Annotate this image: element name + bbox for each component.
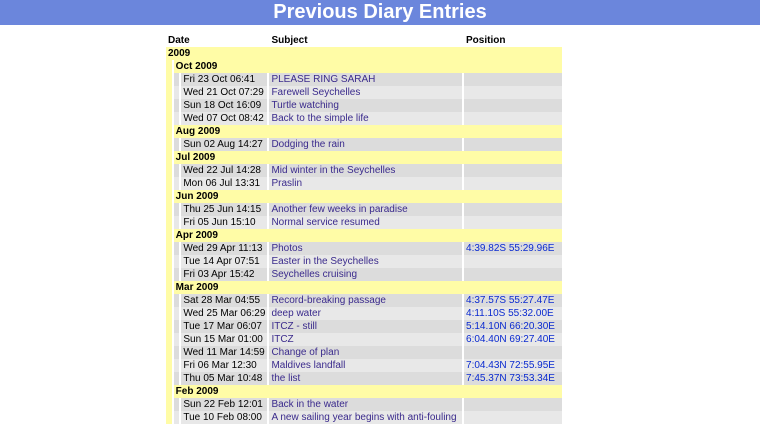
month-label: Feb 2009 xyxy=(174,385,562,398)
entry-position-link xyxy=(464,164,562,177)
entry-position-link[interactable]: 4:37.57S 55:27.47E xyxy=(464,294,562,307)
entry-subject-link[interactable]: Dodging the rain xyxy=(269,138,462,151)
entry-date: Tue 10 Feb 08:00 xyxy=(181,411,267,424)
table-row xyxy=(166,242,562,255)
table-row xyxy=(166,203,562,216)
row-indent xyxy=(166,86,172,99)
row-marker xyxy=(174,86,180,99)
entry-position-link[interactable]: 5:14.10N 66:20.30E xyxy=(464,320,562,333)
entry-subject-link[interactable]: Normal service resumed xyxy=(269,216,462,229)
entry-subject-link[interactable]: the list xyxy=(269,372,462,385)
row-marker xyxy=(174,320,180,333)
row-marker xyxy=(174,164,180,177)
row-marker xyxy=(174,73,180,86)
row-indent xyxy=(166,177,172,190)
entry-date: Wed 21 Oct 07:29 xyxy=(181,86,267,99)
entry-date: Thu 25 Jun 14:15 xyxy=(181,203,267,216)
entry-subject-link[interactable]: Back in the water xyxy=(269,398,462,411)
diary-body xyxy=(166,47,562,424)
month-indent xyxy=(166,281,172,294)
entry-subject-link[interactable]: A new sailing year begins with anti-fouling xyxy=(269,411,462,424)
table-row xyxy=(166,255,562,268)
row-indent xyxy=(166,359,172,372)
month-label: Aug 2009 xyxy=(174,125,562,138)
table-header-row xyxy=(166,33,562,47)
entry-position-link[interactable]: 7:45.37N 73:53.34E xyxy=(464,372,562,385)
row-indent xyxy=(166,216,172,229)
table-row xyxy=(166,411,562,424)
entry-date: Thu 05 Mar 10:48 xyxy=(181,372,267,385)
month-row xyxy=(166,190,562,203)
row-marker xyxy=(174,242,180,255)
diary-table-container xyxy=(164,33,564,424)
entry-date: Tue 14 Apr 07:51 xyxy=(181,255,267,268)
month-row xyxy=(166,125,562,138)
entry-date: Sun 02 Aug 14:27 xyxy=(181,138,267,151)
entry-subject-link[interactable]: Change of plan xyxy=(269,346,462,359)
row-indent xyxy=(166,346,172,359)
entry-date: Sat 28 Mar 04:55 xyxy=(181,294,267,307)
row-indent xyxy=(166,307,172,320)
table-row xyxy=(166,164,562,177)
entry-position-link xyxy=(464,255,562,268)
row-indent xyxy=(166,255,172,268)
row-indent xyxy=(166,99,172,112)
row-marker xyxy=(174,398,180,411)
month-indent xyxy=(166,190,172,203)
year-label: 2009 xyxy=(166,47,562,60)
row-marker xyxy=(174,99,180,112)
month-label: Mar 2009 xyxy=(174,281,562,294)
table-row xyxy=(166,73,562,86)
table-row xyxy=(166,86,562,99)
table-row xyxy=(166,268,562,281)
entry-subject-link[interactable]: Photos xyxy=(269,242,462,255)
entry-position-link xyxy=(464,346,562,359)
table-row xyxy=(166,333,562,346)
page-title: Previous Diary Entries xyxy=(0,0,760,25)
entry-date: Fri 23 Oct 06:41 xyxy=(181,73,267,86)
entry-subject-link[interactable]: Record-breaking passage xyxy=(269,294,462,307)
row-indent xyxy=(166,138,172,151)
row-marker xyxy=(174,411,180,424)
entry-position-link xyxy=(464,398,562,411)
table-row xyxy=(166,359,562,372)
entry-subject-link[interactable]: Back to the simple life xyxy=(269,112,462,125)
row-indent xyxy=(166,164,172,177)
row-marker xyxy=(174,372,180,385)
entry-position-link[interactable]: 4:11.10S 55:32.00E xyxy=(464,307,562,320)
row-indent xyxy=(166,242,172,255)
entry-position-link xyxy=(464,86,562,99)
row-indent xyxy=(166,268,172,281)
row-marker xyxy=(174,177,180,190)
column-header-position: Position xyxy=(466,34,506,46)
entry-position-link xyxy=(464,268,562,281)
row-marker xyxy=(174,216,180,229)
table-row xyxy=(166,320,562,333)
row-marker xyxy=(174,346,180,359)
column-header-subject: Subject xyxy=(271,34,308,46)
row-indent xyxy=(166,398,172,411)
entry-subject-link[interactable]: PLEASE RING SARAH xyxy=(269,73,462,86)
table-row xyxy=(166,294,562,307)
month-indent xyxy=(166,60,172,73)
table-row xyxy=(166,307,562,320)
month-row xyxy=(166,229,562,242)
entry-date: Wed 11 Mar 14:59 xyxy=(181,346,267,359)
entry-date: Wed 25 Mar 06:29 xyxy=(183,308,266,319)
entry-position-link xyxy=(464,216,562,229)
row-marker xyxy=(174,255,180,268)
entry-subject-link[interactable]: ITCZ xyxy=(269,333,462,346)
entry-date: Wed 29 Apr 11:13 xyxy=(181,242,267,255)
entry-subject-link[interactable]: ITCZ - still xyxy=(269,320,462,333)
entry-position-link[interactable]: 6:04.40N 69:27.40E xyxy=(464,333,562,346)
month-label: Jul 2009 xyxy=(174,151,562,164)
entry-subject-link[interactable]: Maldives landfall xyxy=(269,359,462,372)
row-marker xyxy=(174,294,180,307)
month-indent xyxy=(166,229,172,242)
table-row xyxy=(166,112,562,125)
entry-subject-link[interactable]: Mid winter in the Seychelles xyxy=(269,164,462,177)
entry-position-link xyxy=(464,177,562,190)
row-indent xyxy=(166,294,172,307)
entry-date: Tue 17 Mar 06:07 xyxy=(181,320,267,333)
month-indent xyxy=(166,385,172,398)
entry-date: Mon 06 Jul 13:31 xyxy=(181,177,267,190)
column-header-date: Date xyxy=(168,34,190,46)
entry-subject-link[interactable]: Turtle watching xyxy=(269,99,462,112)
entry-subject-link[interactable]: Farewell Seychelles xyxy=(269,86,462,99)
table-row xyxy=(166,99,562,112)
entry-date: Wed 22 Jul 14:28 xyxy=(181,164,267,177)
entry-subject-link[interactable]: Easter in the Seychelles xyxy=(269,255,462,268)
entry-subject-link[interactable]: Praslin xyxy=(269,177,462,190)
entry-position-link xyxy=(464,138,562,151)
entry-date: Fri 03 Apr 15:42 xyxy=(181,268,267,281)
year-row xyxy=(166,47,562,60)
entry-position-link xyxy=(464,99,562,112)
table-row xyxy=(166,346,562,359)
month-indent xyxy=(166,151,172,164)
table-row xyxy=(166,398,562,411)
row-indent xyxy=(166,411,172,424)
row-indent xyxy=(166,203,172,216)
table-row xyxy=(166,177,562,190)
row-indent xyxy=(166,372,172,385)
entry-position-link xyxy=(464,73,562,86)
table-row xyxy=(166,372,562,385)
row-marker xyxy=(174,307,180,320)
entry-date: Sun 15 Mar 01:00 xyxy=(181,333,267,346)
row-marker xyxy=(174,203,180,216)
entry-subject-link[interactable]: Another few weeks in paradise xyxy=(269,203,462,216)
row-marker xyxy=(174,333,180,346)
entry-subject-link[interactable]: Seychelles cruising xyxy=(269,268,462,281)
entry-date: Fri 06 Mar 12:30 xyxy=(181,359,267,372)
month-row xyxy=(166,281,562,294)
month-row xyxy=(166,385,562,398)
month-row xyxy=(166,60,562,73)
entry-position-link xyxy=(464,411,562,424)
row-marker xyxy=(174,359,180,372)
row-marker xyxy=(174,112,180,125)
entry-position-link xyxy=(464,112,562,125)
entry-position-link[interactable]: 7:04.43N 72:55.95E xyxy=(464,359,562,372)
row-marker xyxy=(174,138,180,151)
month-indent xyxy=(166,125,172,138)
diary-table xyxy=(164,33,564,424)
row-marker xyxy=(174,268,180,281)
entry-position-link[interactable]: 4:39.82S 55:29.96E xyxy=(464,242,562,255)
row-indent xyxy=(166,333,172,346)
entry-subject-link[interactable]: deep water xyxy=(269,307,462,320)
row-indent xyxy=(166,320,172,333)
month-label: Jun 2009 xyxy=(174,190,562,203)
entry-position-link xyxy=(464,203,562,216)
row-indent xyxy=(166,73,172,86)
entry-date: Wed 07 Oct 08:42 xyxy=(181,112,267,125)
table-row xyxy=(166,138,562,151)
entry-date: Fri 05 Jun 15:10 xyxy=(181,216,267,229)
row-indent xyxy=(166,112,172,125)
table-row xyxy=(166,216,562,229)
entry-date: Sun 18 Oct 16:09 xyxy=(181,99,267,112)
month-label: Oct 2009 xyxy=(174,60,562,73)
month-row xyxy=(166,151,562,164)
entry-date: Sun 22 Feb 12:01 xyxy=(181,398,267,411)
month-label: Apr 2009 xyxy=(174,229,562,242)
